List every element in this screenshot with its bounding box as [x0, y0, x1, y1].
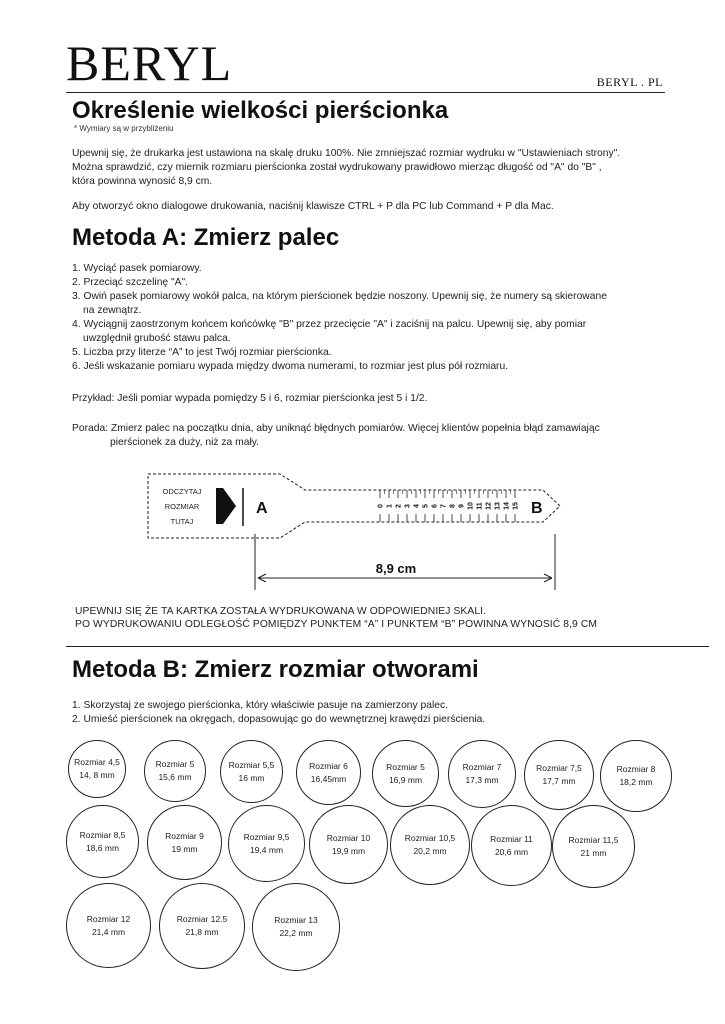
size-mm: 14, 8 mm — [79, 770, 115, 780]
size-label: Rozmiar 13 — [274, 915, 318, 925]
step-item: 1. Skorzystaj ze swojego pierścionka, który właściwie pasuje na zamierzony palec. — [72, 700, 449, 711]
size-mm: 16,45mm — [310, 773, 347, 784]
size-circle — [228, 805, 305, 882]
example-text: Przykład: Jeśli pomiar wypada pomiędzy 5 i 6, rozmiar pierścionka jest 5 i 1/2. — [72, 393, 428, 404]
tip-line: pierścionek za duży, niż za mały. — [110, 437, 259, 448]
ruler-number: 14 — [503, 502, 511, 510]
warning-line: UPEWNIJ SIĘ ŻE TA KARTKA ZOSTAŁA WYDRUKOWANA W ODPOWIEDNIEJ SKALI. — [75, 606, 487, 617]
step-item: 4. Wyciągnij zaostrzonym końcem końcówkę "B" przez przecięcie "A" i zaciśnij na palcu. Upewnij się, aby pomiar — [72, 319, 587, 330]
ruler-number: 6 — [431, 504, 439, 508]
size-mm: 21,4 mm — [91, 926, 126, 937]
ruler-number: 0 — [377, 504, 385, 508]
size-label: Rozmiar 7 — [462, 762, 502, 772]
ruler-number: 13 — [494, 502, 502, 510]
size-mm: 15,6 mm — [158, 772, 192, 782]
size-label: Rozmiar 5,5 — [228, 759, 275, 770]
size-circle — [147, 805, 222, 880]
ruler-number: 5 — [422, 504, 430, 508]
warning-line: PO WYDRUKOWANIU ODLEGŁOŚĆ POMIĘDZY PUNKTEM “A” I PUNKTEM “B” POWINNA WYNOSIĆ 8,9 CM — [75, 618, 598, 630]
intro-paragraph-1 — [72, 147, 672, 189]
ruler-number: 11 — [476, 502, 484, 510]
size-mm: 16 mm — [238, 772, 265, 783]
size-label: Rozmiar 12.5 — [176, 914, 228, 924]
size-label: Rozmiar 6 — [309, 760, 348, 771]
size-circle — [296, 740, 361, 805]
brand-logo: BERYL — [66, 35, 233, 91]
size-circle — [68, 740, 126, 798]
size-circle — [144, 740, 206, 802]
tip-text — [72, 422, 672, 450]
size-circle — [252, 883, 340, 971]
size-circle — [448, 740, 516, 808]
page-title: Określenie wielkości pierścionka — [72, 97, 449, 124]
size-label: Rozmiar 11,5 — [568, 834, 619, 845]
size-mm: 21 mm — [580, 847, 607, 858]
approx-note: * Wymiary są w przybliżeniu — [74, 124, 174, 133]
size-label: Rozmiar 10 — [326, 832, 371, 843]
step-item: na zewnątrz. — [83, 305, 142, 316]
step-item: 1. Wyciąć pasek pomiarowy. — [72, 263, 202, 274]
size-circle — [524, 740, 594, 810]
ruler-number: 9 — [458, 504, 466, 508]
step-item: 2. Przeciąć szczelinę "A". — [72, 277, 189, 288]
ruler-ticks — [378, 490, 520, 522]
size-mm: 17,3 mm — [465, 775, 499, 785]
tip-line: Porada: Zmierz palec na początku dnia, aby uniknąć błędnych pomiarów. Więcej klientów popełnia błąd zamawiając — [72, 423, 600, 434]
intro-paragraph-2: Aby otworzyć okno dialogowe drukowania, naciśnij klawisze CTRL + P dla PC lub Command + P dla Mac. — [72, 201, 554, 212]
ruler-number: 1 — [386, 504, 394, 508]
size-circle — [66, 883, 151, 968]
label-b: B — [531, 500, 543, 517]
size-mm: 17,7 mm — [542, 776, 576, 786]
size-circle — [600, 740, 672, 812]
step-item: 6. Jeśli wskazanie pomiaru wypada między dwoma numerami, to rozmiar jest plus pół rozmiaru. — [72, 361, 509, 372]
ruler-number: 2 — [395, 504, 403, 508]
size-label: Rozmiar 8,5 — [79, 829, 126, 840]
size-mm: 20,2 mm — [413, 846, 447, 856]
ruler-number: 10 — [467, 502, 475, 510]
ruler-number: 12 — [485, 502, 493, 510]
site-name: BERYL . PL — [596, 75, 663, 89]
size-label: Rozmiar 7,5 — [536, 763, 582, 773]
size-circle — [471, 805, 552, 886]
intro-line: Można sprawdzić, czy miernik rozmiaru pierścionka został wydrukowany prawidłowo mierząc długość od "A" do "B" , — [72, 162, 602, 173]
size-circle — [390, 805, 470, 885]
size-circle — [66, 805, 139, 878]
step-item: uwzględnił grubość stawu palca. — [83, 333, 231, 344]
size-label: Rozmiar 10,5 — [404, 833, 456, 843]
ruler-number: 4 — [413, 504, 421, 508]
size-mm: 18,6 mm — [85, 842, 120, 853]
read-here-line: ROZMIAR — [164, 502, 200, 511]
intro-line: która powinna wynosić 8,9 cm. — [72, 176, 213, 187]
size-label: Rozmiar 11 — [490, 833, 533, 844]
size-label: Rozmiar 5 — [155, 759, 195, 769]
size-label: Rozmiar 8 — [616, 764, 656, 774]
size-mm: 20,6 mm — [494, 846, 529, 857]
size-circle — [372, 740, 439, 807]
header-divider — [66, 92, 665, 93]
size-label: Rozmiar 9 — [165, 830, 204, 841]
step-item: 3. Owiń pasek pomiarowy wokół palca, na którym pierścionek będzie noszony. Upewnij się, że numery są skierowane — [72, 291, 607, 302]
step-item: 5. Liczba przy literze “A” to jest Twój rozmiar pierścionka. — [72, 347, 332, 358]
length-label: 8,9 cm — [375, 561, 417, 576]
read-here-line: TUTAJ — [170, 517, 194, 526]
method-b-steps — [72, 699, 672, 727]
label-a: A — [256, 500, 268, 517]
ruler-diagram — [140, 470, 580, 595]
size-mm: 21,8 mm — [185, 927, 219, 937]
ruler-number: 3 — [404, 504, 412, 508]
size-circle — [552, 805, 635, 888]
size-mm: 19,9 mm — [331, 845, 366, 856]
size-circle — [309, 805, 388, 884]
print-warning — [75, 606, 597, 631]
size-label: Rozmiar 12 — [86, 913, 131, 924]
size-circle — [220, 740, 283, 803]
step-item: 2. Umieść pierścionek na okręgach, dopasowując go do wewnętrznej krawędzi pierścienia. — [72, 714, 486, 725]
size-mm: 19 mm — [171, 843, 198, 854]
ruler-number: 7 — [440, 504, 448, 508]
intro-line: Upewnij się, że drukarka jest ustawiona na skalę druku 100%. Nie zmniejszać rozmiar wydruku w "Ustawieniach strony". — [72, 148, 621, 159]
ruler-number: 8 — [449, 504, 457, 508]
method-a-steps — [72, 262, 672, 374]
size-label: Rozmiar 5 — [386, 761, 425, 772]
size-mm: 22,2 mm — [279, 928, 313, 938]
size-circle — [159, 883, 245, 969]
size-label: Rozmiar 4,5 — [74, 757, 120, 767]
ruler-number: 15 — [512, 502, 520, 510]
size-mm: 18,2 mm — [619, 777, 653, 787]
size-mm: 16,9 mm — [388, 774, 423, 785]
method-a-title: Metoda A: Zmierz palec — [72, 224, 340, 251]
read-here-arrow — [216, 488, 236, 524]
size-mm: 19,4 mm — [249, 844, 284, 855]
size-label: Rozmiar 9,5 — [243, 831, 290, 842]
method-b-title: Metoda B: Zmierz rozmiar otworami — [72, 656, 479, 683]
section-divider — [66, 646, 709, 647]
read-here-line: ODCZYTAJ — [162, 487, 202, 496]
